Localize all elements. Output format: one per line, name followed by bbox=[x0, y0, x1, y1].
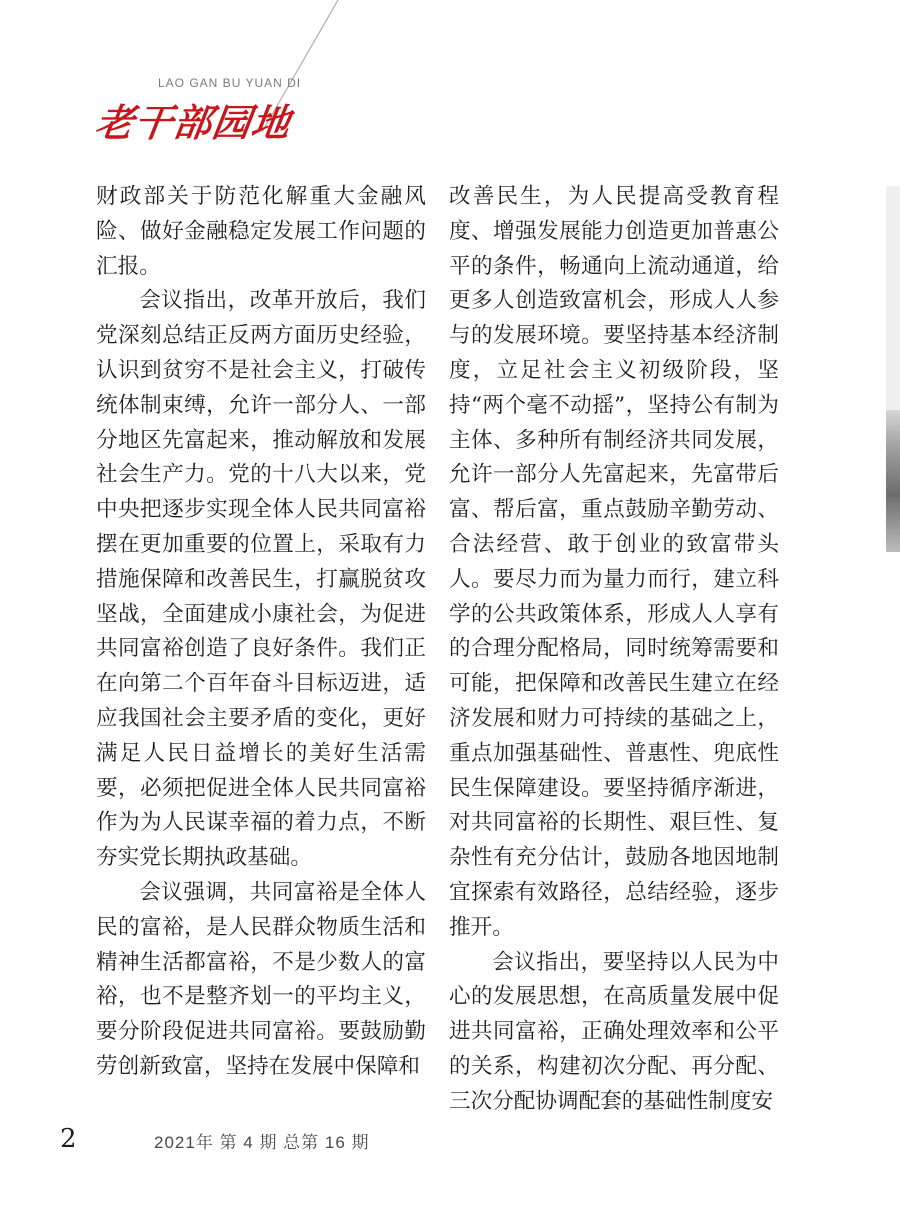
paragraph: 会议指出，改革开放后，我们党深刻总结正反两方面历史经验，认识到贫穷不是社会主义，打破传统体制束缚，允许一部分人、一部分地区先富起来，推动解放和发展社会生产力。党的十八大以来，党中央把逐步实现全体人民共同富裕摆在更加重要的位置上，采取有力措施保障和改善民生，打赢脱贫攻坚战，全面建成小康社会，为促进共同富裕创造了良好条件。我们正在向第二个百年奋斗目标迈进，适应我国社会主要矛盾的变化，更好满足人民日益增长的美好生活需要，必须把促进全体人民共同富裕作为为人民谋幸福的着力点，不断夯实党长期执政基础。 bbox=[96, 288, 426, 871]
column-title-logo: 老干部园地 bbox=[92, 100, 294, 145]
paragraph: 会议指出，要坚持以人民为中心的发展思想，在高质量发展中促进共同富裕，正确处理效率和公平的关系，构建初次分配、再分配、三次分配协调配套的基础性制度安 bbox=[449, 949, 779, 1114]
paragraph: 改善民生，为人民提高受教育程度、增强发展能力创造更加普惠公平的条件，畅通向上流动通道，给更多人创造致富机会，形成人人参与的发展环境。要坚持基本经济制度，立足社会主义初级阶段，坚持“两个毫不动摇”，坚持公有制为主体、多种所有制经济共同发展，允许一部分人先富起来，先富带后富、帮后富，重点鼓励辛勤劳动、合法经营、敢于创业的致富带头人。要尽力而为量力而行，建立科学的公共政策体系，形成人人享有的合理分配格局，同时统筹需要和可能，把保障和改善民生建立在经济发展和财力可持续的基础之上，重点加强基础性、普惠性、兜底性民生保障建设。要坚持循序渐进，对共同富裕的长期性、艰巨性、复杂性有充分估计，鼓励各地因地制宜探索有效路径，总结经验，逐步推开。 bbox=[449, 184, 779, 940]
adjacent-page-photo bbox=[886, 410, 900, 552]
paragraph: 会议强调，共同富裕是全体人民的富裕，是人民群众物质生活和精神生活都富裕，不是少数人的富裕，也不是整齐划一的平均主义，要分阶段促进共同富裕。要鼓励勤劳创新致富，坚持在发展中保障和 bbox=[96, 879, 426, 1079]
column-title-english: LAO GAN BU YUAN DI bbox=[158, 76, 302, 90]
page-header bbox=[0, 0, 900, 160]
paragraph: 财政部关于防范化解重大金融风险、做好金融稳定发展工作问题的汇报。 bbox=[96, 184, 426, 279]
issue-info: 2021年 第 4 期 总第 16 期 bbox=[154, 1133, 370, 1152]
left-text-column bbox=[96, 180, 426, 1085]
right-text-column bbox=[449, 180, 779, 1120]
page-number: 2 bbox=[60, 1124, 77, 1154]
